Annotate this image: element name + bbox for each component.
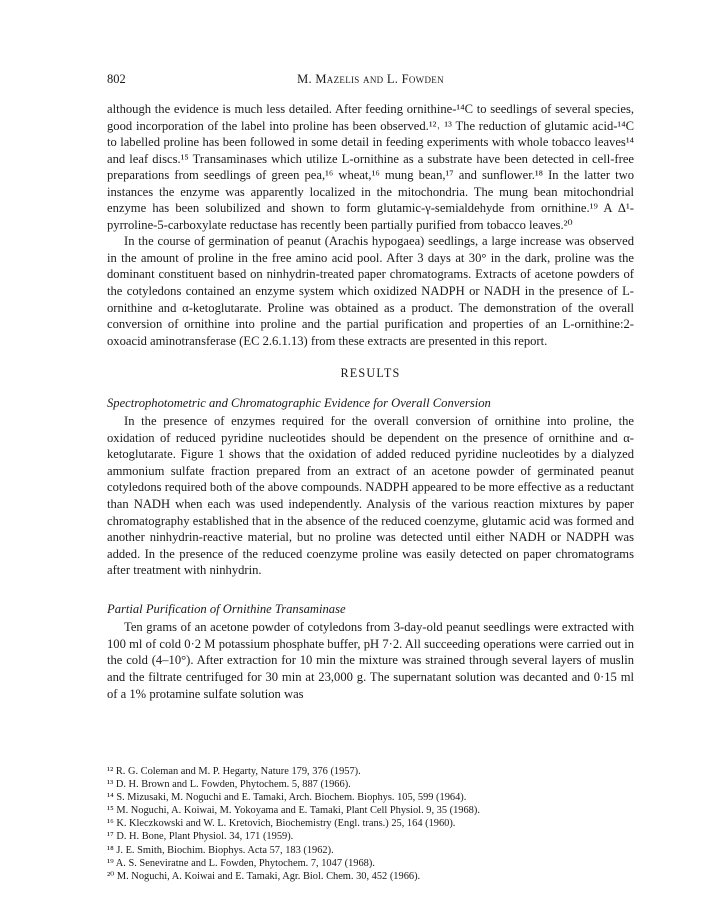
article-body (107, 101, 634, 702)
results-heading: RESULTS (340, 366, 401, 381)
page-number: 802 (107, 72, 126, 86)
paragraph-intro-continued: although the evidence is much less detailed. After feeding ornithine-¹⁴C to seedlings of several species, good incorporation of the label into proline has been observed.¹²˒ ¹³ The reduction of glutamic acid-¹⁴C to labelled proline has been followed in some detail in feeding experiments with whole tobacco leaves¹⁴ and leaf discs.¹⁵ Transaminases which utilize L-ornithine as a substrate have been detected in cell-free preparations from seedlings of green pea,¹⁶ wheat,¹⁶ mung bean,¹⁷ and sunflower.¹⁸ In the latter two instances the enzyme was apparently localized in the mitochondria. The mung bean mitochondrial enzyme has been solubilized and shown to form glutamic-γ-semialdehyde from ornithine.¹⁹ A Δ¹-pyrroline-5-carboxylate reductase has recently been partially purified from tobacco leaves.²⁰ (107, 102, 634, 232)
footnote: ¹⁵ M. Noguchi, A. Koiwai, M. Yokoyama and E. Tamaki, Plant Cell Physiol. 9, 35 (1968). (107, 805, 480, 817)
footnotes (107, 765, 634, 883)
paragraph-peanut-germination: In the course of germination of peanut (Arachis hypogaea) seedlings, a large increase was observed in the amount of proline in the free amino acid pool. After 3 days at 30° in the dark, proline was the dominant constituent based on ninhydrin-treated paper chromatograms. Extracts of acetone powders of the cotyledons contained an enzyme system which oxidized NADPH or NADH in the presence of L-ornithine and α-ketoglutarate. Proline was obtained as a product. The demonstration of the overall conversion of ornithine into proline and the partial purification and properties of an L-ornithine:2-oxoacid aminotransferase (EC 2.6.1.13) from these extracts are presented in this report. (107, 234, 634, 348)
footnote: ¹⁸ J. E. Smith, Biochim. Biophys. Acta 57, 183 (1962). (107, 844, 334, 856)
footnote: ¹⁶ K. Kleczkowski and W. L. Kretovich, Biochemistry (Engl. trans.) 25, 164 (1960). (107, 818, 456, 830)
footnote: ¹⁷ D. H. Bone, Plant Physiol. 34, 171 (1959). (107, 831, 294, 843)
subheading-overall-conversion: Spectrophotometric and Chromatographic Evidence for Overall Conversion (107, 395, 491, 410)
footnote: ¹⁴ S. Mizusaki, M. Noguchi and E. Tamaki, Arch. Biochem. Biophys. 105, 599 (1964). (107, 792, 467, 804)
page-header (107, 72, 634, 92)
paragraph-overall-conversion: In the presence of enzymes required for the overall conversion of ornithine into proline, the oxidation of reduced pyridine nucleotides should be dependent on the presence of ornithine and α-ketoglutarate. Figure 1 shows that the oxidation of added reduced pyridine nucleotides by a dialyzed ammonium sulfate fraction prepared from an extract of an acetone powder of germinated peanut cotyledons required both of the above compounds. NADPH appeared to be more effective as a reductant than NADH when each was used independently. Analysis of the various reaction mixtures by paper chromatography established that in the absence of the reduced coenzyme, glutamic acid was formed and another ninhydrin-reactive material, but no proline was detected until either NADH or NADPH was added. In the presence of the reduced coenzyme proline was easily detected on paper chromatograms after treatment with ninhydrin. (107, 414, 634, 578)
paragraph-partial-purification: Ten grams of an acetone powder of cotyledons from 3-day-old peanut seedlings were extracted with 100 ml of cold 0·2 M potassium phosphate buffer, pH 7·2. All succeeding operations were carried out in the cold (4–10°). After extraction for 10 min the mixture was strained through several layers of muslin and the filtrate centrifuged for 30 min at 23,000 g. The supernatant solution was decanted and 0·15 ml of a 1% protamine sulfate solution was (107, 620, 634, 701)
footnote: ¹² R. G. Coleman and M. P. Hegarty, Nature 179, 376 (1957). (107, 766, 361, 777)
subheading-partial-purification: Partial Purification of Ornithine Transaminase (107, 601, 346, 616)
running-title: M. Mazelis and L. Fowden (297, 72, 444, 86)
footnote: ¹⁹ A. S. Seneviratne and L. Fowden, Phytochem. 7, 1047 (1968). (107, 857, 375, 869)
footnote: ¹³ D. H. Brown and L. Fowden, Phytochem. 5, 887 (1966). (107, 779, 351, 791)
footnote: ²⁰ M. Noguchi, A. Koiwai and E. Tamaki, Agr. Biol. Chem. 30, 452 (1966). (107, 870, 421, 882)
